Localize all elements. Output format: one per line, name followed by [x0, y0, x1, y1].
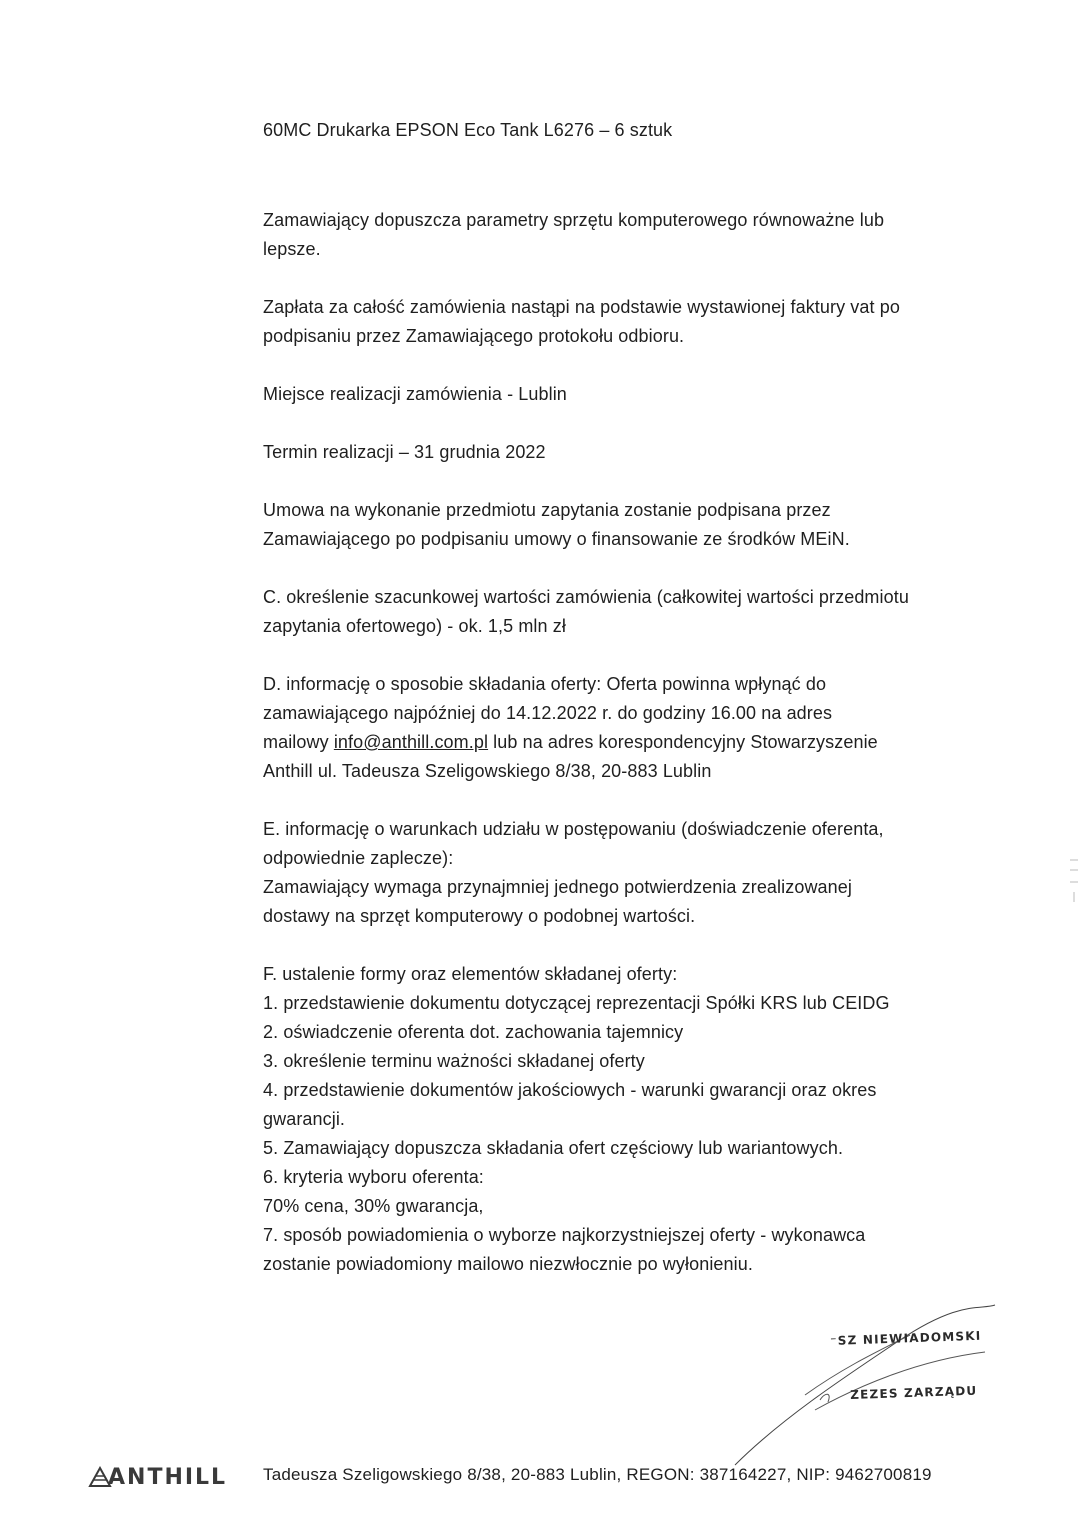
section-d-line-3-suffix: lub na adres korespondencyjny Stowarzyszenie [488, 732, 878, 752]
section-f-item-7-cont: zostanie powiadomiony mailowo niezwłocznie po wyłonieniu. [263, 1254, 753, 1274]
stamp-role: ZEZES ZARZĄDU [850, 1383, 978, 1402]
section-e-line-3: Zamawiający wymaga przynajmniej jednego potwierdzenia zrealizowanej [263, 877, 852, 897]
section-f-line-1: F. ustalenie formy oraz elementów składanej oferty: [263, 964, 678, 984]
paragraph-deadline: Termin realizacji – 31 grudnia 2022 [263, 442, 546, 462]
section-f-item-4: 4. przedstawienie dokumentów jakościowych - warunki gwarancji oraz okres [263, 1080, 877, 1100]
paragraph-equivalent-line-2: lepsze. [263, 239, 321, 259]
email-link[interactable]: info@anthill.com.pl [333, 732, 489, 752]
section-e-line-2: odpowiednie zaplecze): [263, 848, 454, 868]
section-e-line-4: dostawy na sprzęt komputerowy o podobnej wartości. [263, 906, 696, 926]
section-d-line-4: Anthill ul. Tadeusza Szeligowskiego 8/38, 20-883 Lublin [263, 761, 712, 781]
section-f-item-6-cont: 70% cena, 30% gwarancja, [263, 1196, 484, 1216]
paragraph-payment-line-1: Zapłata za całość zamówienia nastąpi na podstawie wystawionej faktury vat po [263, 297, 900, 317]
stamp [820, 1330, 1000, 1470]
section-c-line-2: zapytania ofertowego) - ok. 1,5 mln zł [263, 616, 566, 636]
paragraph-contract-line-1: Umowa na wykonanie przedmiotu zapytania zostanie podpisana przez [263, 500, 831, 520]
paragraph-contract-line-2: Zamawiającego po podpisaniu umowy o finansowanie ze środków MEiN. [263, 529, 850, 549]
section-d-line-3-prefix: mailowy [263, 732, 334, 752]
section-f-item-4-cont: gwarancji. [263, 1109, 346, 1129]
section-f-item-7: 7. sposób powiadomienia o wyborze najkorzystniejszej oferty - wykonawca [263, 1225, 866, 1245]
section-f-item-1: 1. przedstawienie dokumentu dotyczącej reprezentacji Spółki KRS lub CEIDG [263, 993, 890, 1013]
paragraph-payment-line-2: podpisaniu przez Zamawiającego protokołu odbioru. [263, 326, 685, 346]
paragraph-place: Miejsce realizacji zamówienia - Lublin [263, 384, 567, 404]
document-heading: 60MC Drukarka EPSON Eco Tank L6276 – 6 sztuk [263, 120, 673, 140]
section-d-line-2: zamawiającego najpóźniej do 14.12.2022 r. do godziny 16.00 na adres [263, 703, 833, 723]
section-f-item-3: 3. określenie terminu ważności składanej oferty [263, 1051, 645, 1071]
section-f-item-2: 2. oświadczenie oferenta dot. zachowania tajemnicy [263, 1022, 684, 1042]
section-d-line-1: D. informację o sposobie składania oferty: Oferta powinna wpłynąć do [263, 674, 827, 694]
section-c-line-1: C. określenie szacunkowej wartości zamówienia (całkowitej wartości przedmiotu [263, 587, 909, 607]
anthill-logo [88, 1462, 227, 1492]
section-f-item-6: 6. kryteria wyboru oferenta: [263, 1167, 484, 1187]
scan-marks [1068, 858, 1082, 908]
stamp-name: ⁻SZ NIEWIADOMSKI [830, 1328, 982, 1348]
section-f-item-5: 5. Zamawiający dopuszcza składania ofert częściowy lub wariantowych. [263, 1138, 844, 1158]
anthill-logo-text: ANTHILL [108, 1464, 228, 1490]
section-d-line-3 [263, 728, 878, 757]
paragraph-equivalent-line-1: Zamawiający dopuszcza parametry sprzętu komputerowego równoważne lub [263, 210, 885, 230]
section-e-line-1: E. informację o warunkach udziału w postępowaniu (doświadczenie oferenta, [263, 819, 884, 839]
footer-address: Tadeusza Szeligowskiego 8/38, 20-883 Lublin, REGON: 387164227, NIP: 9462700819 [263, 1465, 932, 1484]
